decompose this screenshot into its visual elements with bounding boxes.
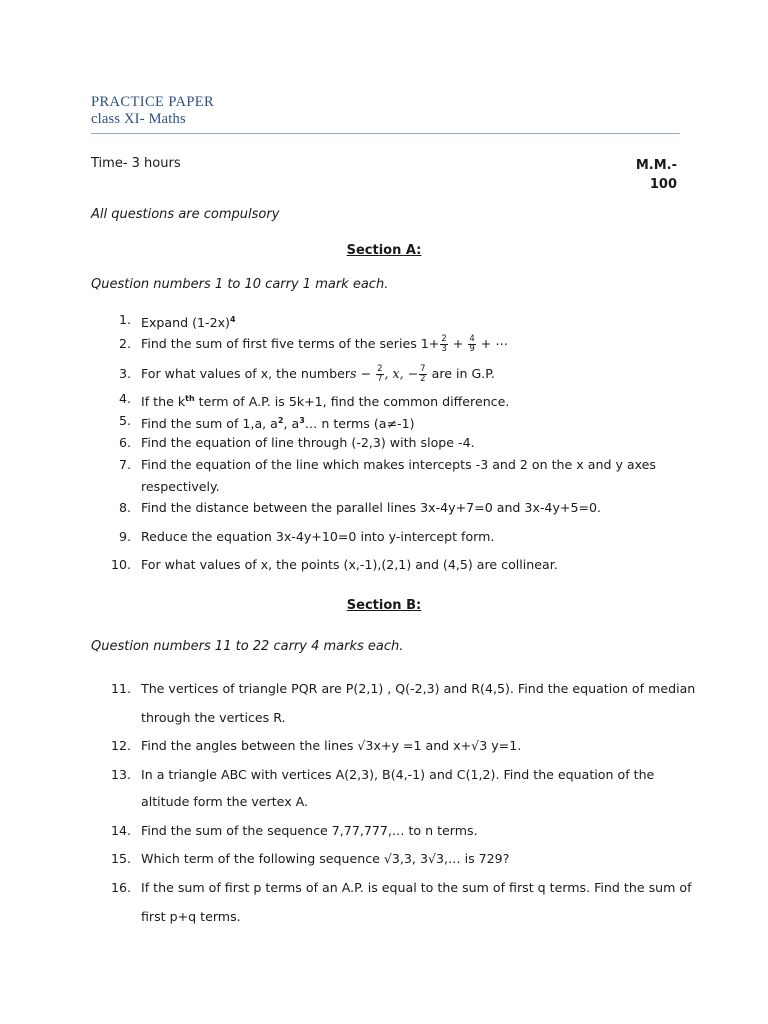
question-text: The vertices of triangle PQR are P(2,1) , Q(-2,3) and R(4,5). Find the equation of median <box>141 681 696 696</box>
paper-subtitle: class XI- Maths <box>91 111 186 127</box>
question-number: 1. <box>118 312 131 327</box>
question-number: 11. <box>110 681 131 696</box>
question-number: 10. <box>110 557 131 572</box>
title-block <box>91 94 214 128</box>
question-text <box>141 309 236 334</box>
question-number: 5. <box>118 413 131 428</box>
max-marks <box>636 156 677 194</box>
question-text: Find the distance between the parallel lines 3x-4y+7=0 and 3x-4y+5=0. <box>141 500 602 515</box>
section-b-heading: Section B: <box>346 598 422 613</box>
question-text: Find the sum of the sequence 7,77,777,… to n terms. <box>141 823 478 838</box>
paper-title: PRACTICE PAPER <box>91 94 215 110</box>
question-number: 9. <box>118 529 131 544</box>
question-number: 8. <box>118 500 131 515</box>
q3-mid: , x, − <box>384 366 419 381</box>
question-text-continued: respectively. <box>141 479 220 494</box>
question-text: Reduce the equation 3x-4y+10=0 into y-intercept form. <box>141 529 495 544</box>
q1-text: Expand (1-2x) <box>141 315 230 331</box>
fraction <box>419 365 426 384</box>
fraction <box>440 335 447 354</box>
fraction <box>376 365 383 384</box>
question-number: 7. <box>118 457 131 472</box>
q1-exponent: 4 <box>229 315 236 324</box>
question-text: Find the angles between the lines √3x+y =1 and x+√3 y=1. <box>141 738 522 753</box>
question-text: Which term of the following sequence √3,3, 3√3,… is 729? <box>141 851 510 866</box>
question-number: 14. <box>110 823 131 838</box>
question-text: For what values of x, the points (x,-1),(2,1) and (4,5) are collinear. <box>141 557 558 572</box>
question-number: 13. <box>110 767 131 782</box>
frac-den: 9 <box>469 344 475 354</box>
question-number: 2. <box>118 336 131 351</box>
q3-minus: − <box>360 366 372 381</box>
q5-text-after: … n terms (a≠-1) <box>304 416 415 432</box>
question-text: Find the sum of first five terms of the series 1+ $\frac{2}{3}$ + $\frac{4}{9}$ + ⋯ <box>141 334 508 354</box>
frac-num: 2 <box>441 334 447 344</box>
question-text: Find the equation of the line which makes intercepts -3 and 2 on the x and y axes <box>141 457 656 472</box>
q2-text: Find the sum of first five terms of the series 1+ <box>141 336 440 351</box>
question-number: 3. <box>118 366 131 381</box>
frac-num: 4 <box>469 334 475 344</box>
question-number: 15. <box>110 851 131 866</box>
question-text-continued: through the vertices R. <box>141 710 286 725</box>
question-text: If the sum of first p terms of an A.P. is equal to the sum of first q terms. Find the sum of <box>141 880 692 895</box>
q3-text-after: are in G.P. <box>431 366 495 381</box>
frac-num: 2 <box>377 364 383 374</box>
question-text <box>141 363 495 385</box>
q4-text: If the k <box>141 394 186 410</box>
question-number: 12. <box>110 738 131 753</box>
q5-mid: , a <box>283 416 300 432</box>
q5-sup2: 3 <box>299 416 305 425</box>
question-text: In a triangle ABC with vertices A(2,3), B(4,-1) and C(1,2). Find the equation of the <box>141 767 655 782</box>
section-b-marks-note: Question numbers 11 to 22 carry 4 marks each. <box>91 639 404 654</box>
question-text-continued: first p+q terms. <box>141 909 241 924</box>
max-marks-label: M.M.- <box>635 158 677 173</box>
q5-text: Find the sum of 1,a, a <box>141 416 278 432</box>
max-marks-value: 100 <box>649 177 677 192</box>
section-a-marks-note: Question numbers 1 to 10 carry 1 mark each. <box>91 277 389 292</box>
fraction <box>468 335 475 354</box>
section-a-heading: Section A: <box>346 243 422 258</box>
q4-sup: th <box>185 394 195 403</box>
q3-s: s <box>350 366 357 381</box>
question-text-continued: altitude form the vertex A. <box>141 794 309 809</box>
question-number: 16. <box>110 880 131 895</box>
question-number: 6. <box>118 435 131 450</box>
q3-text: For what values of x, the number <box>141 366 351 381</box>
q4-text-after: term of A.P. is 5k+1, find the common difference. <box>194 394 510 410</box>
general-instruction: All questions are compulsory <box>91 207 280 222</box>
frac-den: 2 <box>420 374 426 384</box>
series-ellipsis: + ⋯ <box>480 336 508 351</box>
question-text: Find the equation of line through (-2,3) with slope -4. <box>141 435 475 450</box>
question-number: 4. <box>118 391 131 406</box>
time-allowed: Time- 3 hours <box>91 156 181 171</box>
frac-den: 7 <box>377 374 383 384</box>
title-divider <box>91 133 680 134</box>
frac-den: 3 <box>441 344 447 354</box>
frac-num: 7 <box>420 364 426 374</box>
q5-sup1: 2 <box>277 416 284 425</box>
